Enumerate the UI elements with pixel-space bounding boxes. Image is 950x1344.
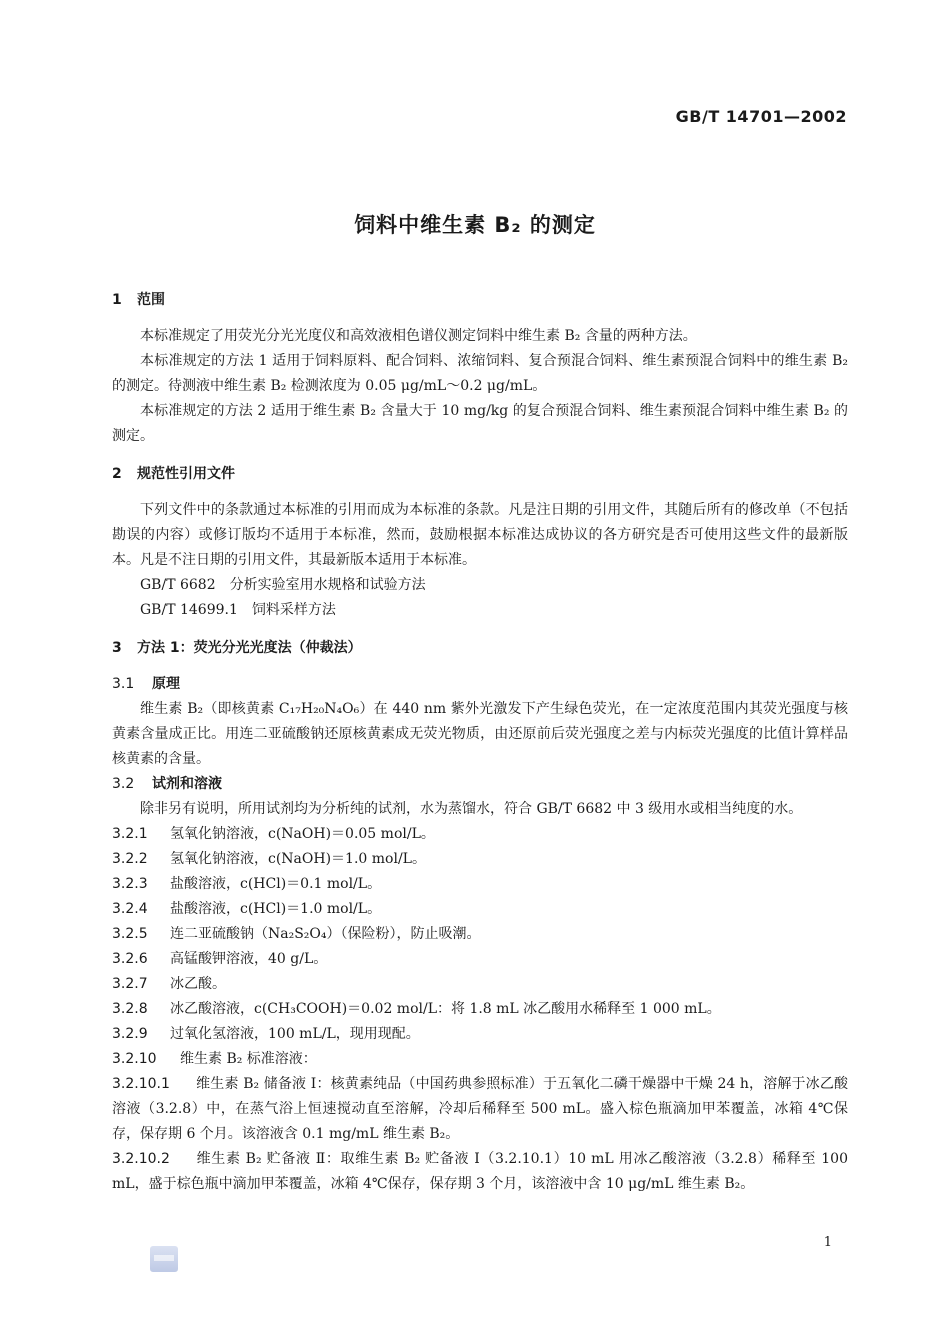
list-item: [112, 847, 848, 872]
item-text: 维生素 B₂ 标准溶液：: [180, 1051, 317, 1067]
section-number: 3: [112, 640, 122, 656]
item-number: 3.2.3: [112, 876, 148, 892]
subsection-title: 试剂和溶液: [152, 776, 222, 792]
item-text: 盐酸溶液，c(HCl)＝1.0 mol/L。: [170, 901, 382, 917]
standard-code: GB/T 14701—2002: [675, 107, 847, 126]
item-text: 维生素 B₂ 贮备液 Ⅱ：取维生素 B₂ 贮备液 Ⅰ（3.2.10.1）10 mL 用冰乙酸溶液（3.2.8）稀释至 100 mL，盛于棕色瓶中滴加甲苯覆盖，冰箱 4℃保存，保存期 3 个月，该溶液中含 10 μg/mL 维生素 B₂。: [112, 1151, 848, 1192]
document-title: 饲料中维生素 B₂ 的测定: [354, 213, 596, 237]
subsection-number: 3.2: [112, 776, 135, 792]
section-title: 规范性引用文件: [137, 466, 235, 482]
list-item: [112, 1022, 848, 1047]
item-text: 氢氧化钠溶液，c(NaOH)＝0.05 mol/L。: [170, 826, 435, 842]
paragraph: 本标准规定的方法 2 适用于维生素 B₂ 含量大于 10 mg/kg 的复合预混合饲料、维生素预混合饲料中维生素 B₂ 的测定。: [112, 403, 848, 444]
subsection-title: 原理: [152, 676, 180, 692]
item-number: 3.2.10.2: [112, 1151, 170, 1167]
paragraph: 下列文件中的条款通过本标准的引用而成为本标准的条款。凡是注日期的引用文件，其随后所有的修改单（不包括勘误的内容）或修订版均不适用于本标准，然而，鼓励根据本标准达成协议的各方研究是否可使用这些文件的最新版本。凡是不注日期的引用文件，其最新版本适用于本标准。: [112, 502, 848, 568]
item-number: 3.2.10.1: [112, 1076, 170, 1092]
list-item: [112, 997, 848, 1022]
item-number: 3.2.6: [112, 951, 148, 967]
item-text: 氢氧化钠溶液，c(NaOH)＝1.0 mol/L。: [170, 851, 426, 867]
item-number: 3.2.2: [112, 851, 148, 867]
reference-item: GB/T 6682 分析实验室用水规格和试验方法: [140, 577, 426, 593]
paragraph: 维生素 B₂（即核黄素 C₁₇H₂₀N₄O₆）在 440 nm 紫外光激发下产生绿色荧光，在一定浓度范围内其荧光强度与核黄素含量成正比。用连二亚硫酸钠还原核黄素成无荧光物质，由还原前后荧光强度之差与内标荧光强度的比值计算样品核黄素的含量。: [112, 701, 848, 767]
document-body: [112, 288, 848, 1197]
subsection-3-1-heading: [112, 672, 848, 697]
section-number: 2: [112, 466, 122, 482]
item-number: 3.2.4: [112, 901, 148, 917]
list-item: [112, 897, 848, 922]
page-number: 1: [823, 1235, 832, 1250]
list-item: [112, 1147, 848, 1197]
paragraph: 除非另有说明，所用试剂均为分析纯的试剂，水为蒸馏水，符合 GB/T 6682 中 3 级用水或相当纯度的水。: [140, 801, 803, 817]
item-number: 3.2.9: [112, 1026, 148, 1042]
item-text: 冰乙酸溶液，c(CH₃COOH)＝0.02 mol/L：将 1.8 mL 冰乙酸用水稀释至 1 000 mL。: [170, 1001, 721, 1017]
subsection-3-2-heading: [112, 772, 848, 797]
paragraph: 本标准规定的方法 1 适用于饲料原料、配合饲料、浓缩饲料、复合预混合饲料、维生素预混合饲料中的维生素 B₂ 的测定。待测液中维生素 B₂ 检测浓度为 0.05 μg/mL～0.2 μg/mL。: [112, 353, 848, 394]
item-number: 3.2.8: [112, 1001, 148, 1017]
item-text: 过氧化氢溶液，100 mL/L，现用现配。: [170, 1026, 420, 1042]
list-item: [112, 872, 848, 897]
list-item: [112, 822, 848, 847]
item-number: 3.2.1: [112, 826, 148, 842]
subsection-number: 3.1: [112, 676, 135, 692]
item-text: 冰乙酸。: [170, 976, 226, 992]
item-text: 维生素 B₂ 储备液 Ⅰ：核黄素纯品（中国药典参照标准）于五氧化二磷干燥器中干燥 24 h，溶解于冰乙酸溶液（3.2.8）中，在蒸气浴上恒速搅动直至溶解，冷却后稀释至 500 mL。盛入棕色瓶滴加甲苯覆盖，冰箱 4℃保存，保存期 6 个月。该溶液含 0.1 mg/mL 维生素 B₂。: [112, 1076, 848, 1142]
list-item: [112, 972, 848, 997]
list-item: [112, 1072, 848, 1147]
section-2-heading: [112, 462, 848, 487]
section-title: 范围: [137, 292, 165, 308]
list-item: [112, 947, 848, 972]
item-number: 3.2.7: [112, 976, 148, 992]
item-number: 3.2.5: [112, 926, 148, 942]
list-item: [112, 922, 848, 947]
section-title: 方法 1：荧光分光光度法（仲裁法）: [137, 640, 362, 656]
item-text: 连二亚硫酸钠（Na₂S₂O₄）（保险粉），防止吸潮。: [170, 926, 481, 942]
paragraph: 本标准规定了用荧光分光光度仪和高效液相色谱仪测定饲料中维生素 B₂ 含量的两种方法。: [140, 328, 697, 344]
section-1-heading: [112, 288, 848, 313]
section-3-heading: [112, 636, 848, 661]
item-number: 3.2.10: [112, 1051, 157, 1067]
item-text: 高锰酸钾溶液，40 g/L。: [170, 951, 328, 967]
list-item: [112, 1047, 848, 1072]
watermark-stamp-icon: [150, 1246, 178, 1272]
reference-item: GB/T 14699.1 饲料采样方法: [140, 602, 336, 618]
section-number: 1: [112, 292, 122, 308]
item-text: 盐酸溶液，c(HCl)＝0.1 mol/L。: [170, 876, 382, 892]
